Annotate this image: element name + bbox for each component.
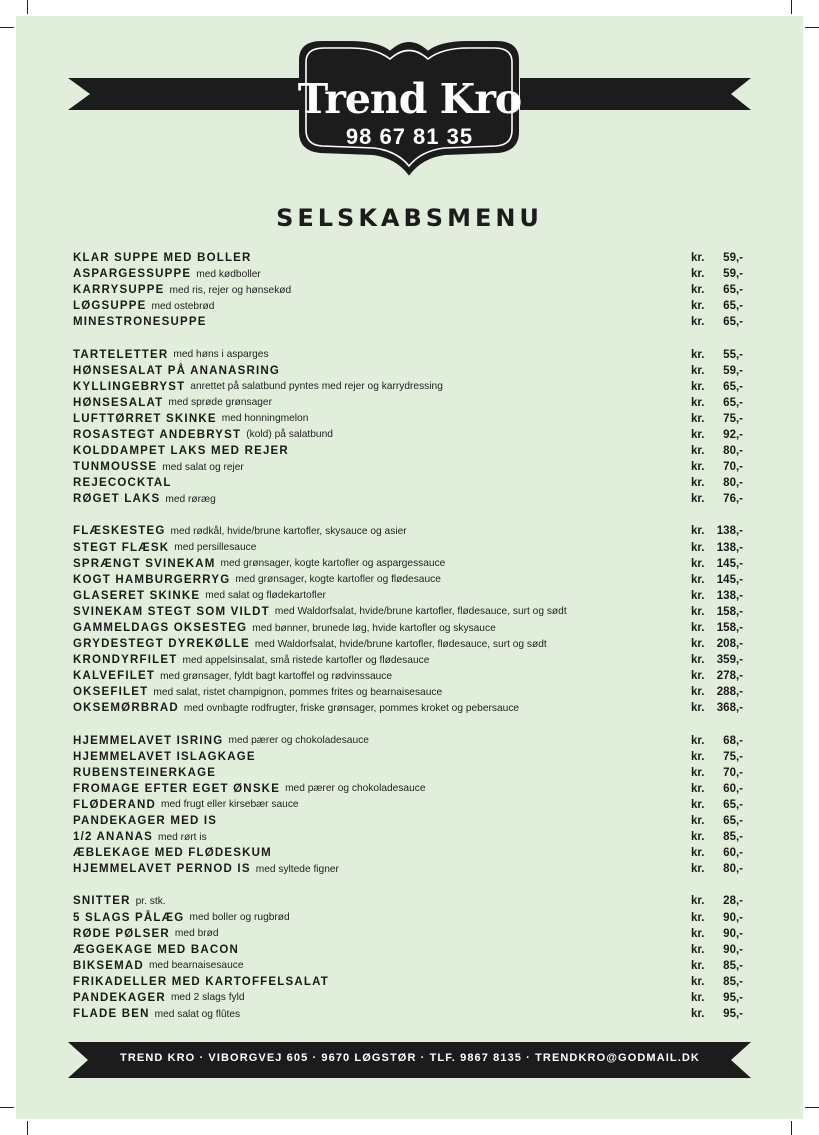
crop-mark (805, 1107, 819, 1108)
item-description: med ris, rejer og hønsekød (169, 284, 292, 296)
menu-item (73, 282, 743, 298)
currency-label: kr. (691, 622, 705, 635)
item-price (691, 606, 743, 618)
item-name: KOLDDAMPET LAKS MED REJER (73, 445, 289, 458)
item-price (691, 670, 743, 682)
item-price (691, 590, 743, 602)
footer-contact: TREND KRO · VIBORGVEJ 605 · 9670 LØGSTØR · TLF. 9867 8135 · TRENDKRO@GODMAIL.DK (120, 1052, 700, 1064)
item-description: med salat og flûtes (154, 1008, 241, 1020)
price-value: 138,- (716, 541, 743, 554)
menu-item (73, 990, 743, 1006)
item-description: med persillesauce (174, 542, 257, 554)
item-name: GAMMELDAGS OKSESTEG (73, 622, 248, 635)
menu-section (73, 893, 743, 1022)
currency-label: kr. (691, 412, 705, 425)
item-price (691, 525, 743, 537)
price-value: 80,- (723, 477, 743, 490)
item-description: med rørt is (157, 831, 207, 843)
item-name: OKSEFILET (73, 686, 149, 699)
currency-label: kr. (691, 895, 705, 908)
item-name: REJECOCKTAL (73, 477, 172, 490)
menu-item (73, 427, 743, 443)
item-name: KRONDYRFILET (73, 654, 178, 667)
item-name: STEGT FLÆSK (73, 541, 170, 554)
item-name: 1/2 ANANAS (73, 831, 153, 844)
price-value: 70,- (723, 766, 743, 779)
item-price (691, 429, 743, 441)
menu-item (73, 958, 743, 974)
currency-label: kr. (691, 959, 705, 972)
item-description: med kødboller (196, 268, 261, 280)
currency-label: kr. (691, 380, 705, 393)
price-value: 85,- (723, 831, 743, 844)
currency-label: kr. (691, 782, 705, 795)
item-price (691, 461, 743, 473)
menu-section (73, 523, 743, 716)
price-value: 65,- (723, 396, 743, 409)
price-value: 65,- (723, 815, 743, 828)
item-description: med røræg (165, 493, 216, 505)
menu-item (73, 829, 743, 845)
item-price (691, 349, 743, 361)
item-description: med salat og rejer (162, 461, 244, 473)
item-description: med ovnbagte rodfrugter, friske grønsager, pommes kroket og pebersauce (183, 702, 520, 714)
item-name: FLÆSKESTEG (73, 525, 166, 538)
currency-label: kr. (691, 525, 705, 538)
menu-item (73, 861, 743, 877)
item-description: med rødkål, hvide/brune kartofler, skysauce og asier (170, 525, 407, 537)
item-name: FRIKADELLER MED KARTOFFELSALAT (73, 975, 329, 988)
item-name: PANDEKAGER MED IS (73, 815, 218, 828)
currency-label: kr. (691, 734, 705, 747)
item-name: FLADE BEN (73, 1008, 150, 1021)
currency-label: kr. (691, 815, 705, 828)
menu-item (73, 491, 743, 507)
item-price (691, 268, 743, 280)
item-description: (kold) på salatbund (246, 429, 333, 441)
logo-name: Trend Kro (297, 75, 522, 123)
menu-item (73, 540, 743, 556)
menu-item (73, 604, 743, 620)
menu-item (73, 749, 743, 765)
item-price (691, 365, 743, 377)
menu-item (73, 298, 743, 314)
item-price (691, 847, 743, 859)
menu-item (73, 250, 743, 266)
currency-label: kr. (691, 493, 705, 506)
item-price (691, 912, 743, 924)
item-price (691, 558, 743, 570)
item-description: med høns i asparges (173, 349, 269, 361)
price-value: 70,- (723, 461, 743, 474)
item-name: TUNMOUSSE (73, 461, 158, 474)
currency-label: kr. (691, 863, 705, 876)
item-name: ÆGGEKAGE MED BACON (73, 943, 239, 956)
price-value: 65,- (723, 316, 743, 329)
item-price (691, 542, 743, 554)
item-name: GLASERET SKINKE (73, 589, 201, 602)
price-value: 158,- (716, 622, 743, 635)
item-name: ASPARGESSUPPE (73, 268, 192, 281)
price-value: 55,- (723, 348, 743, 361)
menu-item (73, 893, 743, 909)
price-value: 90,- (723, 943, 743, 956)
price-value: 208,- (716, 638, 743, 651)
currency-label: kr. (691, 557, 705, 570)
price-value: 76,- (723, 493, 743, 506)
currency-label: kr. (691, 638, 705, 651)
currency-label: kr. (691, 364, 705, 377)
price-value: 145,- (716, 557, 743, 570)
menu-item (73, 652, 743, 668)
item-price (691, 622, 743, 634)
item-description: med pærer og chokoladesauce (285, 783, 426, 795)
item-price (691, 992, 743, 1004)
price-value: 80,- (723, 445, 743, 458)
menu-item (73, 845, 743, 861)
menu-item (73, 443, 743, 459)
currency-label: kr. (691, 927, 705, 940)
currency-label: kr. (691, 445, 705, 458)
price-value: 65,- (723, 380, 743, 393)
item-description: med bearnaisesauce (148, 960, 244, 972)
item-price (691, 252, 743, 264)
menu-item (73, 813, 743, 829)
item-price (691, 284, 743, 296)
currency-label: kr. (691, 316, 705, 329)
menu-item (73, 266, 743, 282)
item-price (691, 960, 743, 972)
item-name: ÆBLEKAGE MED FLØDESKUM (73, 847, 272, 860)
menu-item (73, 475, 743, 491)
item-price (691, 751, 743, 763)
currency-label: kr. (691, 911, 705, 924)
currency-label: kr. (691, 348, 705, 361)
ribbon-bar (68, 78, 300, 110)
price-value: 75,- (723, 750, 743, 763)
menu-item (73, 556, 743, 572)
item-description: med Waldorfsalat, hvide/brune kartofler, flødesauce, surt og sødt (254, 638, 547, 650)
item-name: 5 SLAGS PÅLÆG (73, 911, 185, 924)
item-price (691, 316, 743, 328)
item-description: med ostebrød (151, 300, 215, 312)
menu-item (73, 523, 743, 539)
item-name: SNITTER (73, 895, 131, 908)
menu-item (73, 636, 743, 652)
currency-label: kr. (691, 943, 705, 956)
menu-item (73, 684, 743, 700)
item-description: med syltede figner (255, 863, 339, 875)
item-description: med Waldorfsalat, hvide/brune kartofler, flødesauce, surt og sødt (274, 606, 567, 618)
price-value: 60,- (723, 847, 743, 860)
menu-item (73, 797, 743, 813)
price-value: 59,- (723, 364, 743, 377)
price-value: 28,- (723, 895, 743, 908)
item-name: HJEMMELAVET ISLAGKAGE (73, 750, 256, 763)
item-description: med frugt eller kirsebær sauce (161, 799, 299, 811)
item-price (691, 944, 743, 956)
currency-label: kr. (691, 991, 705, 1004)
crop-mark (0, 1107, 14, 1108)
currency-label: kr. (691, 670, 705, 683)
item-description: med sprøde grønsager (168, 397, 272, 409)
item-price (691, 815, 743, 827)
item-description: med bønner, brunede løg, hvide kartofler og skysauce (252, 622, 496, 634)
item-price (691, 300, 743, 312)
currency-label: kr. (691, 831, 705, 844)
item-name: KALVEFILET (73, 670, 156, 683)
item-name: SPRÆNGT SVINEKAM (73, 557, 216, 570)
logo-phone: 98 67 81 35 (345, 124, 474, 149)
menu-item (73, 974, 743, 990)
item-description: pr. stk. (135, 895, 166, 907)
item-name: HØNSESALAT PÅ ANANASRING (73, 364, 281, 377)
item-price (691, 928, 743, 940)
currency-label: kr. (691, 477, 705, 490)
currency-label: kr. (691, 284, 705, 297)
item-price (691, 397, 743, 409)
price-value: 65,- (723, 300, 743, 313)
item-description: med appelsinsalat, små ristede kartofler og flødesauce (182, 654, 430, 666)
item-name: KYLLINGEBRYST (73, 380, 186, 393)
menu-item (73, 588, 743, 604)
item-name: KOGT HAMBURGERRYG (73, 573, 231, 586)
price-value: 158,- (716, 605, 743, 618)
price-value: 368,- (716, 702, 743, 715)
menu-item (73, 926, 743, 942)
item-price (691, 831, 743, 843)
item-price (691, 895, 743, 907)
price-value: 75,- (723, 412, 743, 425)
item-price (691, 638, 743, 650)
menu-item (73, 942, 743, 958)
item-name: KLAR SUPPE MED BOLLER (73, 252, 252, 265)
currency-label: kr. (691, 300, 705, 313)
item-description: med salat og flødekartofler (205, 590, 326, 602)
item-price (691, 1008, 743, 1020)
item-name: FROMAGE EFTER EGET ØNSKE (73, 782, 281, 795)
currency-label: kr. (691, 975, 705, 988)
item-name: RØDE PØLSER (73, 927, 170, 940)
item-name: KARRYSUPPE (73, 284, 165, 297)
price-value: 359,- (716, 654, 743, 667)
price-value: 60,- (723, 782, 743, 795)
price-value: 278,- (716, 670, 743, 683)
item-name: LUFTTØRRET SKINKE (73, 412, 217, 425)
price-value: 288,- (716, 686, 743, 699)
item-price (691, 493, 743, 505)
item-description: med salat, ristet champignon, pommes frites og bearnaisesauce (153, 686, 443, 698)
price-value: 145,- (716, 573, 743, 586)
item-name: TARTELETTER (73, 348, 169, 361)
menu-item (73, 733, 743, 749)
menu-item (73, 572, 743, 588)
item-description: med brød (174, 928, 219, 940)
currency-label: kr. (691, 750, 705, 763)
currency-label: kr. (691, 605, 705, 618)
price-value: 138,- (716, 525, 743, 538)
menu-item (73, 668, 743, 684)
item-price (691, 783, 743, 795)
menu-item (73, 314, 743, 330)
item-name: MINESTRONESUPPE (73, 316, 207, 329)
currency-label: kr. (691, 702, 705, 715)
item-name: OKSEMØRBRAD (73, 702, 179, 715)
menu-item (73, 363, 743, 379)
item-description: med grønsager, kogte kartofler og aspargessauce (220, 558, 446, 570)
item-description: med 2 slags fyld (170, 992, 245, 1004)
price-value: 90,- (723, 927, 743, 940)
item-price (691, 686, 743, 698)
currency-label: kr. (691, 589, 705, 602)
item-name: PANDEKAGER (73, 991, 166, 1004)
price-value: 65,- (723, 284, 743, 297)
item-name: RØGET LAKS (73, 493, 161, 506)
currency-label: kr. (691, 798, 705, 811)
menu-item (73, 411, 743, 427)
item-price (691, 574, 743, 586)
item-description: med grønsager, fyldt bagt kartoffel og rødvinssauce (160, 670, 393, 682)
currency-label: kr. (691, 686, 705, 699)
menu-item (73, 346, 743, 362)
menu-item (73, 459, 743, 475)
price-value: 80,- (723, 863, 743, 876)
price-value: 85,- (723, 975, 743, 988)
price-value: 138,- (716, 589, 743, 602)
item-price (691, 976, 743, 988)
currency-label: kr. (691, 428, 705, 441)
price-value: 68,- (723, 734, 743, 747)
menu-item (73, 765, 743, 781)
menu-item (73, 781, 743, 797)
price-value: 92,- (723, 428, 743, 441)
price-value: 59,- (723, 268, 743, 281)
item-name: RUBENSTEINERKAGE (73, 766, 217, 779)
currency-label: kr. (691, 847, 705, 860)
item-description: med pærer og chokoladesauce (228, 735, 369, 747)
price-value: 59,- (723, 252, 743, 265)
menu-section (73, 733, 743, 878)
item-price (691, 735, 743, 747)
menu-item (73, 1006, 743, 1022)
crop-mark (791, 1121, 792, 1135)
price-value: 90,- (723, 911, 743, 924)
menu-item (73, 620, 743, 636)
page-title: SELSKABSMENU (276, 204, 543, 232)
ribbon-bar (520, 78, 751, 110)
item-price (691, 477, 743, 489)
menu-section (73, 346, 743, 507)
item-description: anrettet på salatbund pyntes med rejer og karrydressing (190, 381, 443, 393)
item-price (691, 767, 743, 779)
currency-label: kr. (691, 654, 705, 667)
item-name: HJEMMELAVET PERNOD IS (73, 863, 251, 876)
item-name: HØNSESALAT (73, 396, 164, 409)
item-price (691, 413, 743, 425)
currency-label: kr. (691, 573, 705, 586)
item-name: SVINEKAM STEGT SOM VILDT (73, 605, 270, 618)
item-price (691, 445, 743, 457)
item-name: BIKSEMAD (73, 959, 144, 972)
currency-label: kr. (691, 268, 705, 281)
menu-section (73, 250, 743, 330)
item-description: med grønsager, kogte kartofler og flødesauce (235, 574, 441, 586)
menu-item (73, 379, 743, 395)
item-price (691, 702, 743, 714)
item-price (691, 799, 743, 811)
price-value: 65,- (723, 798, 743, 811)
menu-item (73, 700, 743, 716)
item-description: med boller og rugbrød (189, 912, 290, 924)
item-name: HJEMMELAVET ISRING (73, 734, 224, 747)
menu-list (73, 250, 743, 1038)
item-description: med honningmelon (221, 413, 309, 425)
item-name: ROSASTEGT ANDEBRYST (73, 428, 242, 441)
currency-label: kr. (691, 252, 705, 265)
currency-label: kr. (691, 766, 705, 779)
currency-label: kr. (691, 461, 705, 474)
price-value: 95,- (723, 1008, 743, 1021)
menu-item (73, 909, 743, 925)
price-value: 85,- (723, 959, 743, 972)
price-value: 95,- (723, 991, 743, 1004)
item-price (691, 654, 743, 666)
item-name: LØGSUPPE (73, 300, 147, 313)
currency-label: kr. (691, 541, 705, 554)
item-name: FLØDERAND (73, 798, 156, 811)
crop-mark (27, 1121, 28, 1135)
currency-label: kr. (691, 1008, 705, 1021)
item-price (691, 381, 743, 393)
item-price (691, 863, 743, 875)
currency-label: kr. (691, 396, 705, 409)
item-name: GRYDESTEGT DYREKØLLE (73, 638, 250, 651)
menu-item (73, 395, 743, 411)
